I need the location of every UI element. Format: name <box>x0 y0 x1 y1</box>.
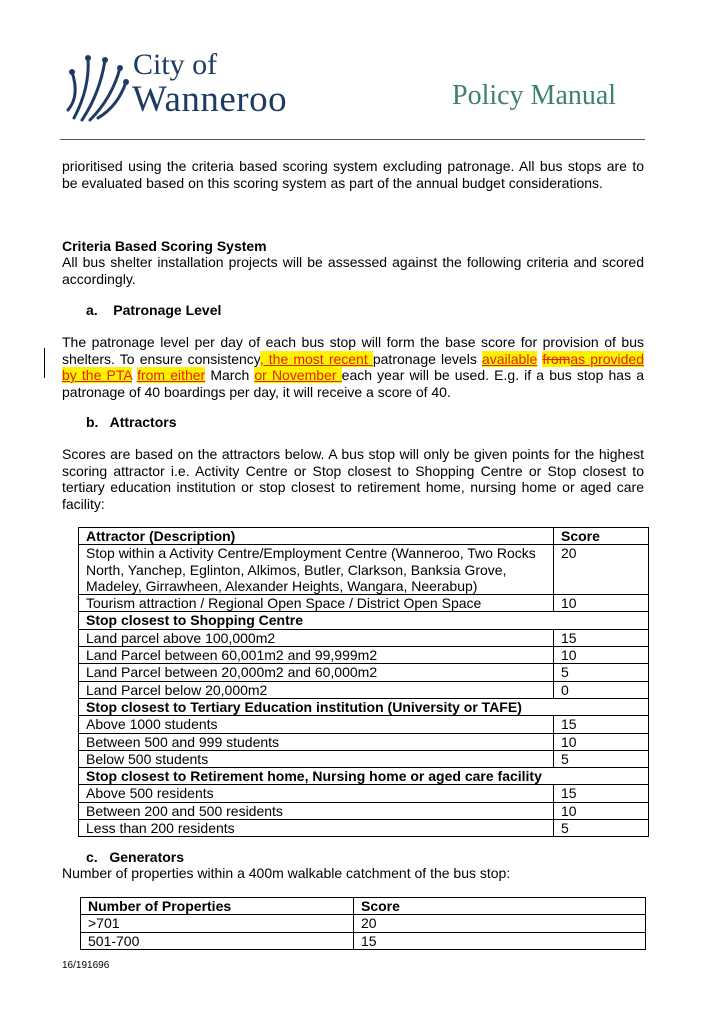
table-cell: 5 <box>554 750 649 767</box>
table-cell: Score <box>554 528 649 545</box>
header-divider <box>60 139 645 140</box>
table-row <box>81 915 646 932</box>
text-run: March <box>205 367 255 383</box>
document-reference: 16/191696 <box>62 960 110 971</box>
table-cell: Land Parcel below 20,000m2 <box>79 681 554 698</box>
table-cell: 501-700 <box>81 932 354 949</box>
logo-city-of: City of <box>133 48 218 81</box>
table-cell: Less than 200 residents <box>79 820 554 837</box>
deleted-text: from <box>542 350 571 367</box>
table-row <box>79 820 649 837</box>
inserted-text: from either <box>137 367 206 383</box>
table-cell: Land parcel above 100,000m2 <box>79 629 554 646</box>
table-cell: >701 <box>81 915 354 932</box>
table-cell: Land Parcel between 60,001m2 and 99,999m2 <box>79 647 554 664</box>
table-cell: 5 <box>554 664 649 681</box>
table-header-row <box>81 898 646 915</box>
table-row <box>79 664 649 681</box>
table-cell: Tourism attraction / Regional Open Space / District Open Space <box>79 595 554 612</box>
table-group-row <box>79 768 649 785</box>
manual-title: Policy Manual <box>452 80 617 111</box>
table-cell: 15 <box>554 629 649 646</box>
table-cell: Below 500 students <box>79 750 554 767</box>
table-cell: 15 <box>554 716 649 733</box>
table-row <box>79 785 649 802</box>
inserted-text: available <box>481 350 538 367</box>
criteria-heading: Criteria Based Scoring System <box>62 238 267 254</box>
patronage-paragraph <box>62 334 644 400</box>
table-row <box>79 750 649 767</box>
table-cell: Between 500 and 999 students <box>79 733 554 750</box>
table-cell: Stop closest to Shopping Centre <box>79 612 649 629</box>
table-cell: Above 1000 students <box>79 716 554 733</box>
table-cell: 10 <box>554 647 649 664</box>
generators-table <box>80 897 646 950</box>
inserted-text: as provided by the PTA <box>62 350 644 383</box>
table-cell: Stop closest to Retirement home, Nursing home or aged care facility <box>79 768 649 785</box>
table-row <box>79 545 649 595</box>
table-header-row <box>79 528 649 545</box>
table-cell: 5 <box>554 820 649 837</box>
table-row <box>79 681 649 698</box>
section-b-heading: b. Attractors <box>86 414 177 430</box>
logo-wanneroo: Wanneroo <box>132 79 288 120</box>
table-cell: 20 <box>354 915 646 932</box>
change-bar <box>44 348 45 378</box>
table-row <box>79 733 649 750</box>
table-cell: Stop within a Activity Centre/Employment Centre (Wanneroo, Two Rocks North, Yanchep, Eglinton, Alkimos, Butler, Clarkson, Banksia Grove, Madeley, Girrawheen, Alexander Heights, Wangara, Neerabup) <box>79 545 554 595</box>
table-cell: Between 200 and 500 residents <box>79 802 554 819</box>
table-cell: 15 <box>554 785 649 802</box>
table-cell: Attractor (Description) <box>79 528 554 545</box>
generators-paragraph: Number of properties within a 400m walkable catchment of the bus stop: <box>62 865 511 881</box>
table-cell: 10 <box>554 595 649 612</box>
table-group-row <box>79 698 649 715</box>
text-run: The patronage level per day of each bus stop will form the base score for provision of bus shelters. To ensure consistency <box>62 334 644 367</box>
attractors-paragraph: Scores are based on the attractors below. A bus stop will only be given points for the highest scoring attractor i.e. Activity Centre or Stop closest to Shopping Centre or Stop closest to tertiary education institution or stop closest to retirement home, nursing home or aged care facility: <box>62 446 644 512</box>
table-cell: 20 <box>554 545 649 595</box>
intro-paragraph: prioritised using the criteria based scoring system excluding patronage. All bus stops are to be evaluated based on this scoring system as part of the annual budget considerations. <box>62 158 644 191</box>
table-cell: Stop closest to Tertiary Education institution (University or TAFE) <box>79 698 649 715</box>
table-cell: 15 <box>354 932 646 949</box>
attractors-table <box>78 527 649 837</box>
table-row <box>79 595 649 612</box>
table-cell: 0 <box>554 681 649 698</box>
table-row <box>79 802 649 819</box>
section-a-heading: a. Patronage Level <box>86 302 222 318</box>
text-run: patronage levels <box>372 350 482 367</box>
criteria-text: All bus shelter installation projects will be assessed against the following criteria and scored accordingly. <box>62 254 644 287</box>
table-row <box>79 629 649 646</box>
inserted-text: , the most recent <box>259 350 373 367</box>
table-cell: 10 <box>554 802 649 819</box>
table-row <box>81 932 646 949</box>
table-cell: Above 500 residents <box>79 785 554 802</box>
table-cell: Number of Properties <box>81 898 354 915</box>
text-run: each year will be used. E.g. if a bus stop has a patronage of 40 boardings per day, it will receive a score of 40. <box>62 367 644 400</box>
section-c-heading: c. Generators <box>86 849 185 865</box>
table-cell: 10 <box>554 733 649 750</box>
table-row <box>79 647 649 664</box>
table-group-row <box>79 612 649 629</box>
table-cell: Score <box>354 898 646 915</box>
table-cell: Land Parcel between 20,000m2 and 60,000m2 <box>79 664 554 681</box>
table-row <box>79 716 649 733</box>
inserted-text: or November <box>254 367 342 383</box>
